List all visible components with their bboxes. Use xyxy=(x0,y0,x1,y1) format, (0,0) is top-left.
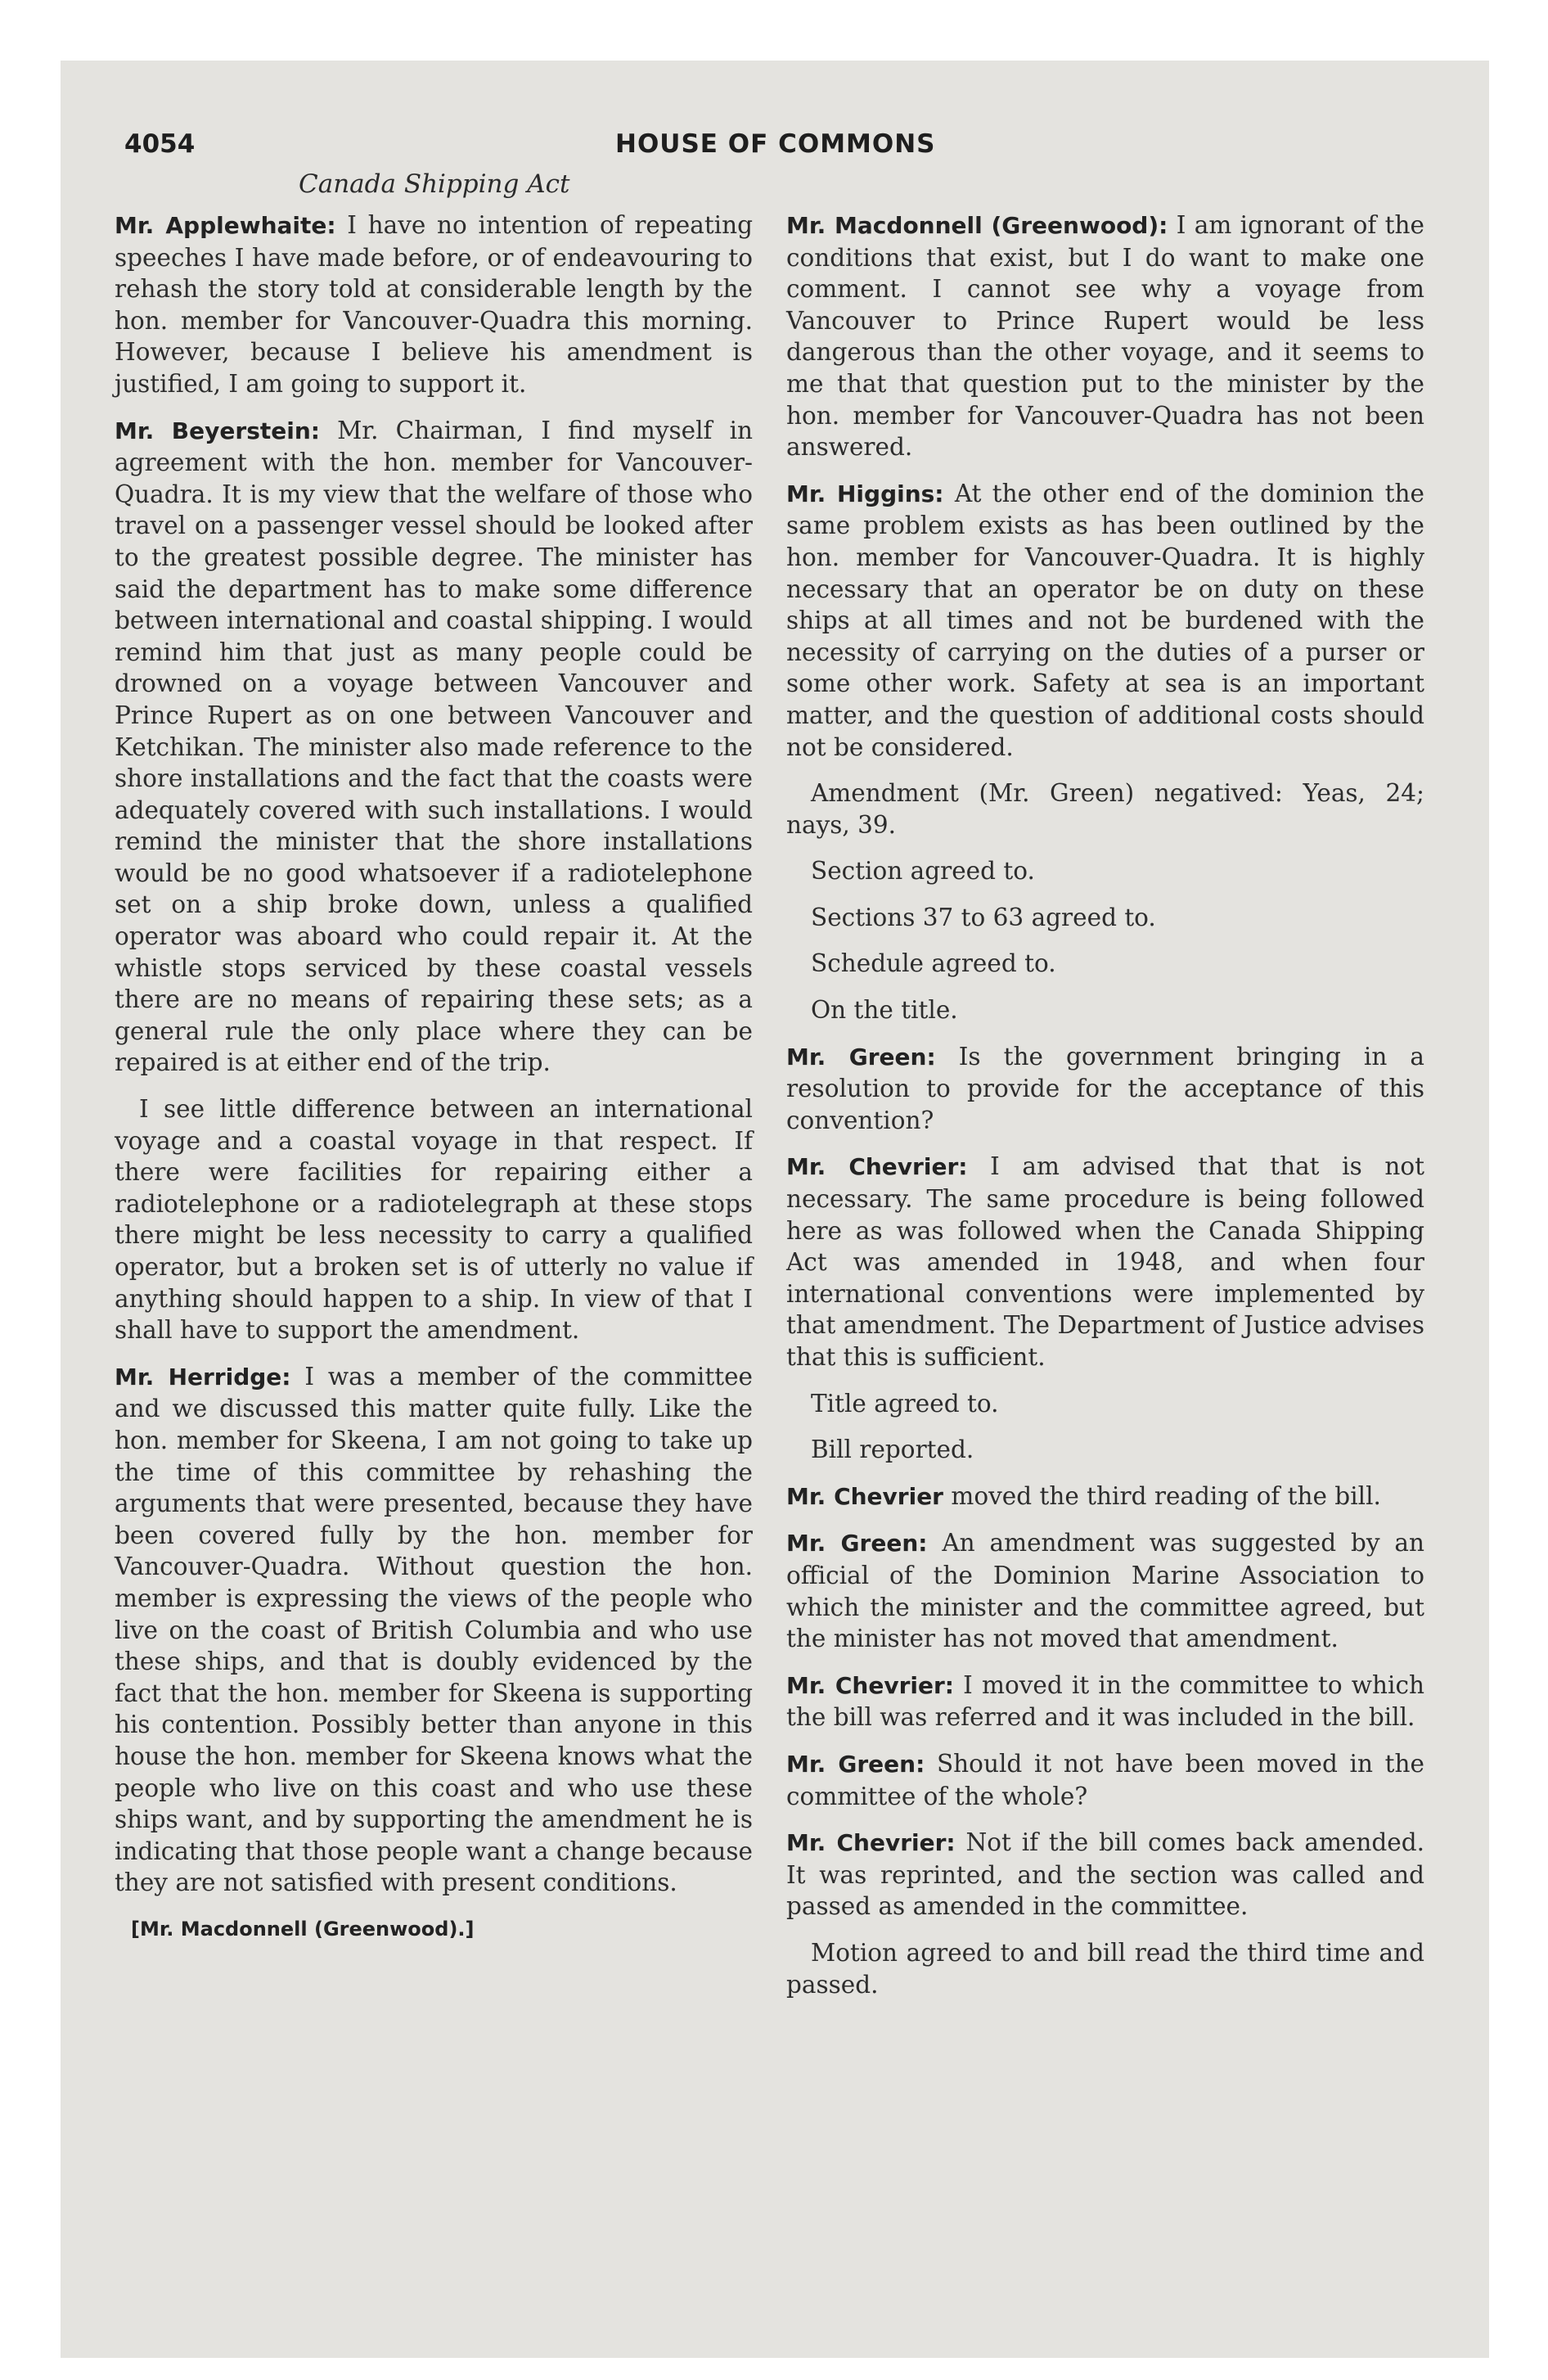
paragraph xyxy=(786,855,1424,887)
paragraph xyxy=(786,1041,1424,1137)
right-column xyxy=(786,210,1424,2015)
speaker-name: Mr. Herridge: xyxy=(115,1363,291,1391)
paragraph-text: moved the third reading of the bill. xyxy=(943,1481,1381,1510)
paragraph xyxy=(115,415,753,1079)
paragraph xyxy=(786,1670,1424,1733)
speaker-name: Mr. Macdonnell (Greenwood): xyxy=(786,212,1168,239)
paragraph xyxy=(786,902,1424,934)
paragraph-text: Mr. Chairman, I find myself in agreement with the hon. member for Vancouver-Quadra. It is my view that the welfare of those who travel on a passenger vessel should be looked after to the greatest possible degree. The minister has said the department has to make some difference between international and coastal shipping. I would remind him that just as many people could be drowned on a voyage between Vancouver and Prince Rupert as on one between Vancouver and Ketchikan. The minister also made reference to the shore installations and the fact that the coasts were adequately covered with such installations. I would remind the minister that the shore installations would be no good whatsoever if a radiotelephone set on a ship broke down, unless a qualified operator was aboard who could repair it. At the whistle stops serviced by these coastal vessels there are no means of repairing these sets; as a general rule the only place where they can be repaired is at either end of the trip. xyxy=(115,416,754,1077)
paragraph xyxy=(786,1151,1424,1373)
speaker-name: Mr. Beyerstein: xyxy=(115,417,320,444)
paragraph xyxy=(115,210,753,400)
page-number: 4054 xyxy=(124,129,196,159)
speaker-name: Mr. Chevrier xyxy=(786,1482,943,1510)
speaker-name: Mr. Chevrier: xyxy=(786,1153,968,1181)
speaker-name: Mr. Green: xyxy=(786,1043,936,1071)
paragraph xyxy=(786,778,1424,841)
paragraph xyxy=(786,948,1424,980)
paragraph-text: Schedule agreed to. xyxy=(811,949,1056,978)
paragraph-text: Title agreed to. xyxy=(811,1389,999,1418)
paragraph-text: On the title. xyxy=(811,996,958,1025)
paragraph xyxy=(786,1388,1424,1420)
left-column xyxy=(115,210,753,1945)
page-title: HOUSE OF COMMONS xyxy=(615,129,936,159)
paragraph-text: I am advised that that is not necessary. The same procedure is being followed here as was followed when the Canada Shipping Act was amended in 1948, and when four international conventions were implemented by that amendment. The Department of Justice advises that this is sufficient. xyxy=(786,1152,1424,1371)
paragraph-text: An amendment was suggested by an official of the Dominion Marine Association to which the minister and the committee agreed, but the minister has not moved that amendment. xyxy=(786,1529,1424,1653)
paragraph-text: I was a member of the committee and we discussed this matter quite fully. Like the hon. member for Skeena, I am not going to take up the time of this committee by rehashing the arguments that were presented, because they have been covered fully by the hon. member for Vancouver-Quadra. Without question the hon. member is expressing the views of the people who live on the coast of British Columbia and who use these ships, and that is doubly evidenced by the fact that the hon. member for Skeena is supporting his contention. Possibly better than anyone in this house the hon. member for Skeena knows what the people who live on this coast and who use these ships want, and by supporting the amendment he is indicating that those people want a change because they are not satisfied with present conditions. xyxy=(115,1362,753,1897)
paragraph-text: Amendment (Mr. Green) negatived: Yeas, 24; nays, 39. xyxy=(786,779,1424,839)
paragraph-text: I moved it in the committee to which the bill was referred and it was included in the bill. xyxy=(786,1670,1424,1732)
section-subtitle: Canada Shipping Act xyxy=(299,169,570,199)
speaker-name: Mr. Chevrier: xyxy=(786,1829,956,1857)
paragraph-text: Motion agreed to and bill read the third time and passed. xyxy=(786,1938,1424,1999)
paragraph-text: Bill reported. xyxy=(811,1436,974,1464)
speaker-name: Mr. Chevrier: xyxy=(786,1671,954,1699)
paragraph xyxy=(786,1827,1424,1922)
speaker-name: Mr. Green: xyxy=(786,1750,925,1778)
page-header xyxy=(124,129,1433,167)
paragraph xyxy=(786,1937,1424,2000)
paragraph xyxy=(786,478,1424,763)
paragraph xyxy=(115,1093,753,1346)
paragraph-text: Sections 37 to 63 agreed to. xyxy=(811,903,1156,931)
paragraph-text: Is the government bringing in a resolution to provide for the acceptance of this convention? xyxy=(786,1042,1425,1134)
paragraph xyxy=(786,1481,1424,1513)
paragraph-text: I am ignorant of the conditions that exist, but I do want to make one comment. I cannot see why a voyage from Vancouver to Prince Rupert would be less dangerous than the other voyage, and it seems to me that that question put to the minister by the hon. member for Vancouver-Quadra has not been answered. xyxy=(786,211,1424,462)
speaker-name: Mr. Higgins: xyxy=(786,480,944,507)
paragraph-text: I see little difference between an international voyage and a coastal voyage in that respect. If there were facilities for repairing either a radiotelephone or a radiotelegraph at these stops there might be less necessity to carry a qualified operator, but a broken set is of utterly no value if anything should happen to a ship. In view of that I shall have to support the amendment. xyxy=(115,1095,753,1345)
paragraph xyxy=(786,210,1424,463)
paragraph-text: I have no intention of repeating speeches I have made before, or of endeavouring to rehash the story told at considerable length by the hon. member for Vancouver-Quadra this morning. However, because I believe his amendment is justified, I am going to support it. xyxy=(115,211,753,398)
paragraph xyxy=(786,1434,1424,1466)
speaker-name: Mr. Applewhaite: xyxy=(115,212,336,239)
speaker-name: Mr. Green: xyxy=(786,1530,928,1557)
paragraph xyxy=(786,994,1424,1026)
paragraph xyxy=(786,1748,1424,1812)
paragraph-text: Not if the bill comes back amended. It was reprinted, and the section was called and passed as amended in the committee. xyxy=(786,1828,1424,1921)
paragraph xyxy=(786,1527,1424,1654)
paragraph xyxy=(115,1361,753,1899)
paragraph-text: Section agreed to. xyxy=(811,857,1035,886)
paragraph-text: Should it not have been moved in the committee of the whole? xyxy=(786,1749,1424,1810)
footer-note: [Mr. Macdonnell (Greenwood).] xyxy=(131,1917,475,1941)
paragraph-text: At the other end of the dominion the same problem exists as has been outlined by the hon. member for Vancouver-Quadra. It is highly necessary that an operator be on duty on these ships at all times and not be burdened with the necessity of carrying on the duties of a purser or some other work. Safety at sea is an important matter, and the question of additional costs should not be considered. xyxy=(786,479,1424,761)
